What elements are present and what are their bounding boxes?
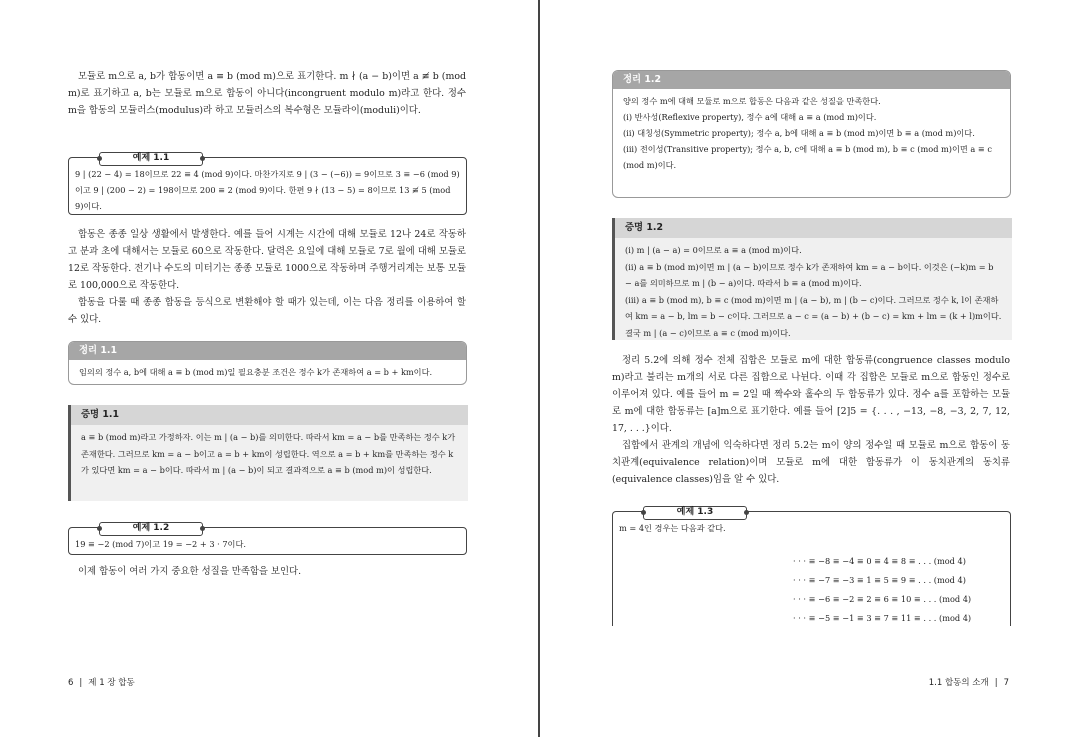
theorem-1-1-text: 임의의 정수 a, b에 대해 a ≡ b (mod m)일 필요충분 조건은 정수 k가 존재하여 a = b + km이다. — [79, 367, 433, 377]
paragraph-3: 합동을 다룰 때 종종 합동을 등식으로 변환해야 할 때가 있는데, 이는 다음 정리를 이용하여 할 수 있다. — [68, 297, 466, 325]
proof-1-2-item: (iii) a ≡ b (mod m), b ≡ c (mod m)이면 m | (a − b), m | (b − c)이다. 그러므로 정수 k, l이 존재하여 km = a − b, lm = b − c이다. 그러므로 a − c = (a − b) + (b − c) = km + lm = (k + l)m이다. 결국 m | (a − c)이므로 a ≡ c (mod m)이다. — [625, 294, 1002, 338]
mod-line: · · · ≡ −5 ≡ −1 ≡ 3 ≡ 7 ≡ 11 ≡ . . . (mod 4) — [793, 613, 972, 623]
paragraph-2: 합동은 종종 일상 생활에서 발생한다. 예를 들어 시계는 시간에 대해 모듈로 12나 24로 작동하고 분과 초에 대해서는 모듈로 60으로 작동한다. 달력은 요일에 대해 모듈로 7로 월에 대해 모듈로 12로 작동한다. 전기나 수도의 미터기는 종종 모듈로 1000으로 작동하며 주행거리계는 보통 모듈로 100,000으로 작동한다. — [68, 229, 466, 291]
example-1-2-box — [68, 523, 467, 555]
theorem-1-2-item: (iii) 전이성(Transitive property); 정수 a, b, c에 대해 a ≡ b (mod m), b ≡ c (mod m)이면 a ≡ c (mod m)이다. — [623, 144, 992, 170]
proof-1-2-title: 증명 1.2 — [615, 218, 1012, 238]
mod-line: · · · ≡ −6 ≡ −2 ≡ 2 ≡ 6 ≡ 10 ≡ . . . (mod 4) — [793, 594, 972, 604]
proof-1-2-body — [615, 238, 1012, 345]
right-body-paragraphs — [612, 352, 1010, 488]
mod-line: · · · ≡ −8 ≡ −4 ≡ 0 ≡ 4 ≡ 8 ≡ . . . (mod 4) — [793, 556, 966, 566]
proof-1-2-item: (i) m | (a − a) = 0이므로 a ≡ a (mod m)이다. — [625, 245, 802, 255]
intro-text: 모듈로 m으로 a, b가 합동이면 a ≡ b (mod m)으로 표기한다. m ∤ (a − b)이면 a ≢ b (mod m)로 표기하고 a, b는 모듈로 m으로 합동이 아니다(incongruent modulo m)라고 한다. 정수 m을 합동의 모듈러스(modulus)라 하고 모듈러스의 복수형은 모듈라이(moduli)이다. — [68, 71, 466, 116]
left-footer: 6 | 제 1 장 합동 — [68, 678, 135, 688]
theorem-1-2-intro: 양의 정수 m에 대해 모듈로 m으로 합동은 다음과 같은 성질을 만족한다. — [623, 96, 881, 106]
proof-1-1-title: 증명 1.1 — [71, 405, 468, 425]
paragraph-equivalence: 집합에서 관계의 개념에 익숙하다면 정리 5.2는 m이 양의 정수일 때 모듈로 m으로 합동이 동치관계(equivalence relation)이며 모듈로 m에 대한 합동류가 이 동치관계의 동치류(equivalence classes)임을 알 수 있다. — [612, 440, 1010, 485]
example-1-1-text: 9 | (22 − 4) = 18이므로 22 ≡ 4 (mod 9)이다. 마찬가지로 9 | (3 − (−6)) = 9이므로 3 ≡ −6 (mod 9)이고 9 | (200 − 2) = 198이므로 200 ≡ 2 (mod 9)이다. 한편 9 ∤ (13 − 5) = 8이므로 13 ≢ 5 (mod 9)이다. — [75, 169, 460, 211]
page-number: 7 — [1003, 678, 1009, 688]
intro-paragraph — [68, 68, 466, 119]
theorem-1-1-title: 정리 1.1 — [69, 342, 466, 360]
example-1-2-title: 예제 1.2 — [99, 522, 203, 536]
paragraph-4-wrap — [68, 563, 466, 580]
proof-1-2-box — [612, 218, 1012, 340]
proof-1-1-box — [68, 405, 468, 501]
section-title: 1.1 합동의 소개 — [928, 678, 989, 688]
left-page — [0, 0, 538, 737]
example-1-2-text: 19 ≡ −2 (mod 7)이고 19 = −2 + 3 · 7이다. — [75, 539, 246, 549]
mod-4-classes — [793, 552, 971, 628]
theorem-1-2-item: (ii) 대칭성(Symmetric property); 정수 a, b에 대해 a ≡ b (mod m)이면 b ≡ a (mod m)이다. — [623, 128, 975, 138]
theorem-1-1-box — [68, 341, 467, 385]
example-1-1-box — [68, 153, 467, 215]
chapter-title: 제 1 장 합동 — [88, 678, 135, 688]
example-1-1-title: 예제 1.1 — [99, 152, 203, 166]
paragraph-4: 이제 합동이 여러 가지 중요한 성질을 만족함을 보인다. — [78, 566, 302, 577]
theorem-1-2-item: (i) 반사성(Reflexive property), 정수 a에 대해 a ≡ a (mod m)이다. — [623, 112, 877, 122]
page-number: 6 — [68, 678, 74, 688]
body-paragraphs — [68, 226, 466, 328]
theorem-1-2-box — [612, 70, 1011, 198]
mod-line: · · · ≡ −7 ≡ −3 ≡ 1 ≡ 5 ≡ 9 ≡ . . . (mod 4) — [793, 575, 966, 585]
proof-1-1-text: a ≡ b (mod m)라고 가정하자. 이는 m | (a − b)를 의미한다. 따라서 km = a − b를 만족하는 정수 k가 존재한다. 그러므로 km = a − b이고 a = b + km이 성립한다. 역으로 a = b + km를 만족하는 정수 k가 있다면 km = a − b이다. 따라서 m | (a − b)이 되고 결과적으로 a ≡ b (mod m)이 성립한다. — [81, 432, 456, 475]
theorem-1-2-title: 정리 1.2 — [613, 71, 1010, 89]
proof-1-2-item: (ii) a ≡ b (mod m)이면 m | (a − b)이므로 정수 k가 존재하여 km = a − b이다. 이것은 (−k)m = b − a를 의미하므로 m | (b − a)이다. 따라서 b ≡ a (mod m)이다. — [625, 261, 994, 288]
right-footer: 1.1 합동의 소개 | 7 — [928, 678, 1009, 688]
paragraph-congruence-classes: 정리 5.2에 의해 정수 전체 집합은 모듈로 m에 대한 합동류(congruence classes modulo m)라고 불리는 m개의 서로 다른 집합으로 나뉜다. 이때 각 집합은 모듈로 m으로 합동인 정수로 이루어져 있다. 예를 들어 m = 2일 때 짝수와 홀수의 두 합동류가 있다. 정수 a를 포함하는 모듈로 m에 대한 합동류는 [a]m으로 표기한다. 예를 들어 [2]5 = {. . . , −13, −8, −3, 2, 7, 12, 17, . . .}이다. — [612, 355, 1010, 434]
theorem-1-2-body — [613, 89, 1010, 177]
example-1-3-box — [612, 507, 1011, 626]
right-page — [540, 0, 1077, 737]
example-1-3-intro: m = 4인 경우는 다음과 같다. — [619, 523, 726, 533]
example-1-3-title: 예제 1.3 — [643, 506, 747, 520]
